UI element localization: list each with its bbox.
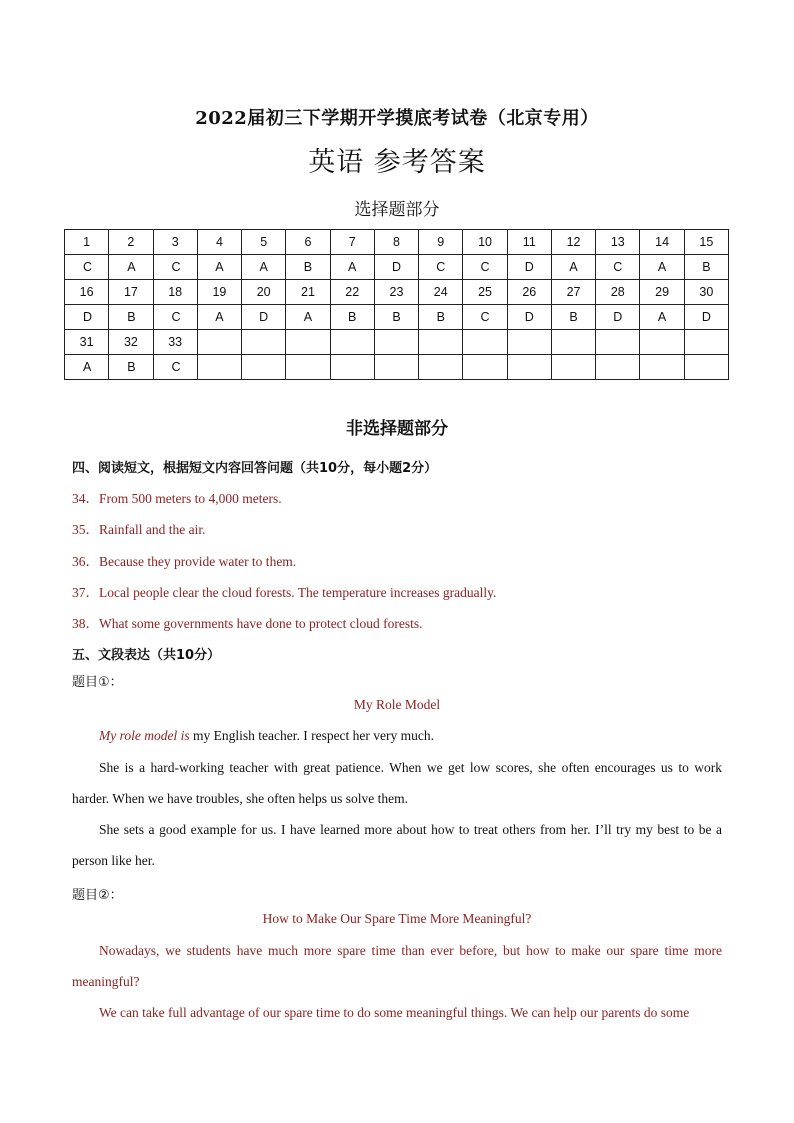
question-number-cell: 21 (286, 280, 330, 305)
question-number-cell (419, 330, 463, 355)
part5-heading: 五、文段表达（共10分） (72, 648, 221, 663)
topic1-title: My Role Model (353, 697, 441, 712)
answer-letter-cell (640, 355, 684, 380)
question-number-cell (507, 330, 551, 355)
question-number-cell: 2 (109, 230, 153, 255)
answer-letter-cell (286, 355, 330, 380)
question-number-cell: 8 (374, 230, 418, 255)
answer-38: 38．What some governments have done to protect cloud forests. (72, 616, 423, 631)
topic1-paragraph-2 (72, 752, 722, 814)
answer-letter-cell: C (419, 255, 463, 280)
answer-table (64, 229, 729, 380)
topic1-italic-lead: My role model is (99, 728, 190, 743)
question-number-cell: 31 (65, 330, 109, 355)
question-number-cell: 19 (197, 280, 241, 305)
answer-letter-cell: B (551, 305, 595, 330)
question-number-cell (286, 330, 330, 355)
answer-letter-cell: A (65, 355, 109, 380)
answer-letter-row (65, 255, 729, 280)
topic1-label: 题目①： (72, 675, 123, 690)
question-number-cell: 6 (286, 230, 330, 255)
answer-letter-cell: B (374, 305, 418, 330)
question-number-cell: 10 (463, 230, 507, 255)
answer-letter-cell: B (109, 305, 153, 330)
answer-letter-cell: B (286, 255, 330, 280)
question-number-cell (640, 330, 684, 355)
question-number-cell (463, 330, 507, 355)
answer-letter-cell: B (330, 305, 374, 330)
question-number-cell: 11 (507, 230, 551, 255)
answer-letter-row (65, 305, 729, 330)
question-number-cell: 30 (684, 280, 728, 305)
question-number-cell: 13 (596, 230, 640, 255)
answer-letter-cell (419, 355, 463, 380)
question-number-row (65, 280, 729, 305)
answer-letter-cell: A (640, 255, 684, 280)
answer-letter-cell: D (507, 305, 551, 330)
part4-heading: 四、阅读短文，根据短文内容回答问题（共10分，每小题2分） (72, 461, 438, 476)
question-number-cell: 32 (109, 330, 153, 355)
answer-letter-cell (463, 355, 507, 380)
question-number-cell: 3 (153, 230, 197, 255)
answer-letter-cell (507, 355, 551, 380)
answer-letter-cell: D (507, 255, 551, 280)
nonchoice-section-heading: 非选择题部分 (346, 419, 448, 439)
answer-letter-cell: C (65, 255, 109, 280)
question-number-cell: 7 (330, 230, 374, 255)
answer-36: 36．Because they provide water to them. (72, 554, 297, 569)
answer-letter-cell: C (153, 355, 197, 380)
question-number-cell: 25 (463, 280, 507, 305)
topic1-p2-text: She is a hard-working teacher with great patience. When we get low scores, she often encourages us to work harder. When we have troubles, she often helps us solve them. (72, 760, 722, 806)
answer-letter-cell (551, 355, 595, 380)
answer-letter-cell: D (65, 305, 109, 330)
question-number-row (65, 330, 729, 355)
answer-letter-cell: A (640, 305, 684, 330)
question-number-cell: 23 (374, 280, 418, 305)
answer-key-title: 英语 参考答案 (308, 147, 486, 178)
answer-letter-cell: A (109, 255, 153, 280)
topic2-paragraph-1 (72, 935, 722, 997)
topic2-paragraph-2 (72, 997, 722, 1028)
question-number-cell: 29 (640, 280, 684, 305)
topic1-p1-rest: my English teacher. I respect her very much. (189, 728, 435, 743)
question-number-cell (551, 330, 595, 355)
answer-35: 35．Rainfall and the air. (72, 522, 206, 537)
answer-letter-cell: C (463, 305, 507, 330)
question-number-cell: 28 (596, 280, 640, 305)
question-number-cell: 9 (419, 230, 463, 255)
question-number-cell (330, 330, 374, 355)
question-number-cell: 14 (640, 230, 684, 255)
question-number-cell (684, 330, 728, 355)
answer-letter-cell: A (286, 305, 330, 330)
answer-letter-cell (197, 355, 241, 380)
question-number-cell: 20 (242, 280, 286, 305)
answer-letter-cell: C (153, 255, 197, 280)
answer-letter-cell: D (596, 305, 640, 330)
question-number-cell: 26 (507, 280, 551, 305)
question-number-cell: 15 (684, 230, 728, 255)
answer-letter-cell (242, 355, 286, 380)
answer-letter-cell: C (463, 255, 507, 280)
answer-letter-cell: D (374, 255, 418, 280)
question-number-cell: 4 (197, 230, 241, 255)
answer-letter-cell: D (242, 305, 286, 330)
answer-letter-cell (596, 355, 640, 380)
question-number-cell: 33 (153, 330, 197, 355)
question-number-cell: 16 (65, 280, 109, 305)
answer-letter-cell: A (330, 255, 374, 280)
topic1-p3-text: She sets a good example for us. I have learned more about how to treat others from her. I’ll try my best to be a person like her. (72, 822, 722, 868)
topic2-title: How to Make Our Spare Time More Meaningful? (262, 911, 532, 926)
question-number-cell: 5 (242, 230, 286, 255)
question-number-cell: 22 (330, 280, 374, 305)
answer-letter-cell: C (596, 255, 640, 280)
answer-letter-cell: A (551, 255, 595, 280)
answer-letter-cell: B (419, 305, 463, 330)
answer-letter-row (65, 355, 729, 380)
answer-letter-cell: D (684, 305, 728, 330)
question-number-cell: 1 (65, 230, 109, 255)
topic2-p1-text: Nowadays, we students have much more spare time than ever before, but how to make our spare time more meaningful? (72, 943, 722, 989)
question-number-row (65, 230, 729, 255)
choice-section-heading: 选择题部分 (354, 200, 440, 220)
answer-letter-cell (684, 355, 728, 380)
topic1-paragraph-3 (72, 814, 722, 876)
question-number-cell (374, 330, 418, 355)
answer-letter-cell (330, 355, 374, 380)
answer-37: 37．Local people clear the cloud forests. The temperature increases gradually. (72, 585, 497, 600)
exam-title: 2022届初三下学期开学摸底考试卷（北京专用） (195, 108, 599, 129)
question-number-cell (596, 330, 640, 355)
answer-letter-cell: C (153, 305, 197, 330)
question-number-cell: 12 (551, 230, 595, 255)
answer-letter-cell: B (109, 355, 153, 380)
answer-letter-cell: B (684, 255, 728, 280)
answer-letter-cell (374, 355, 418, 380)
topic2-label: 题目②： (72, 888, 123, 903)
question-number-cell: 27 (551, 280, 595, 305)
question-number-cell: 24 (419, 280, 463, 305)
topic1-paragraph-1 (72, 720, 722, 751)
question-number-cell (197, 330, 241, 355)
question-number-cell: 17 (109, 280, 153, 305)
answer-letter-cell: A (197, 255, 241, 280)
question-number-cell: 18 (153, 280, 197, 305)
question-number-cell (242, 330, 286, 355)
topic2-p2-text: We can take full advantage of our spare time to do some meaningful things. We can help our parents do some (99, 1005, 690, 1020)
answer-letter-cell: A (242, 255, 286, 280)
answer-34: 34．From 500 meters to 4,000 meters. (72, 491, 282, 506)
answer-letter-cell: A (197, 305, 241, 330)
